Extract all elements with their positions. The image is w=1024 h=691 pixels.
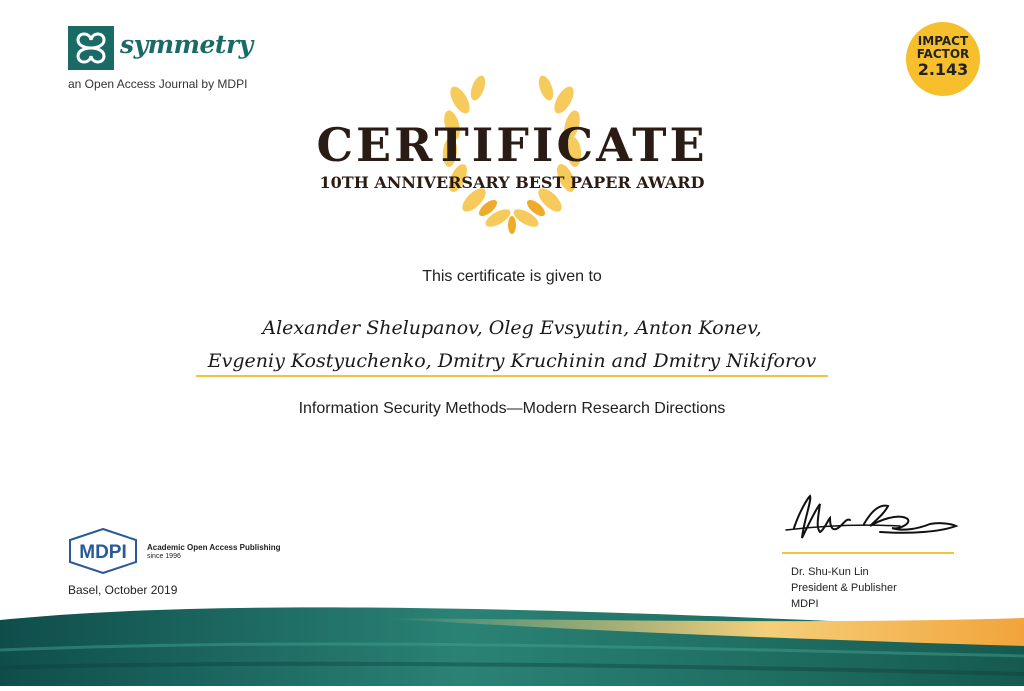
recipients-underline [196, 375, 828, 377]
journal-name: symmetry [120, 30, 253, 59]
impact-factor-badge [906, 22, 980, 96]
journal-subtitle: an Open Access Journal by MDPI [68, 77, 248, 91]
publisher-since: since 1996 [147, 553, 181, 560]
publisher-tagline: Academic Open Access Publishing [147, 543, 281, 552]
impact-label-line2: FACTOR [916, 47, 970, 61]
mdpi-logo-icon [68, 528, 138, 574]
certificate-subtitle: 10TH ANNIVERSARY BEST PAPER AWARD [319, 173, 705, 192]
symmetry-logo-icon [68, 26, 114, 70]
impact-label-line1: IMPACT [917, 34, 969, 48]
paper-title: Information Security Methods—Modern Research Directions [298, 400, 726, 417]
place-date: Basel, October 2019 [68, 583, 178, 597]
certificate-title: CERTIFICATE [316, 118, 708, 172]
signer-role: President & Publisher [791, 582, 897, 594]
signature-icon [780, 490, 970, 546]
svg-text:MDPI: MDPI [79, 542, 127, 563]
signature-line [782, 552, 954, 554]
signer-name: Dr. Shu-Kun Lin [791, 566, 869, 578]
recipients-line-1: Alexander Shelupanov, Oleg Evsyutin, Anton Konev, [262, 317, 762, 339]
given-to-text: This certificate is given to [422, 268, 602, 285]
recipients-line-2: Evgeniy Kostyuchenko, Dmitry Kruchinin and Dmitry Nikiforov [207, 350, 817, 372]
signer-organization: MDPI [791, 598, 819, 610]
decorative-bottom-band [0, 590, 1024, 686]
impact-factor-value: 2.143 [917, 60, 969, 79]
